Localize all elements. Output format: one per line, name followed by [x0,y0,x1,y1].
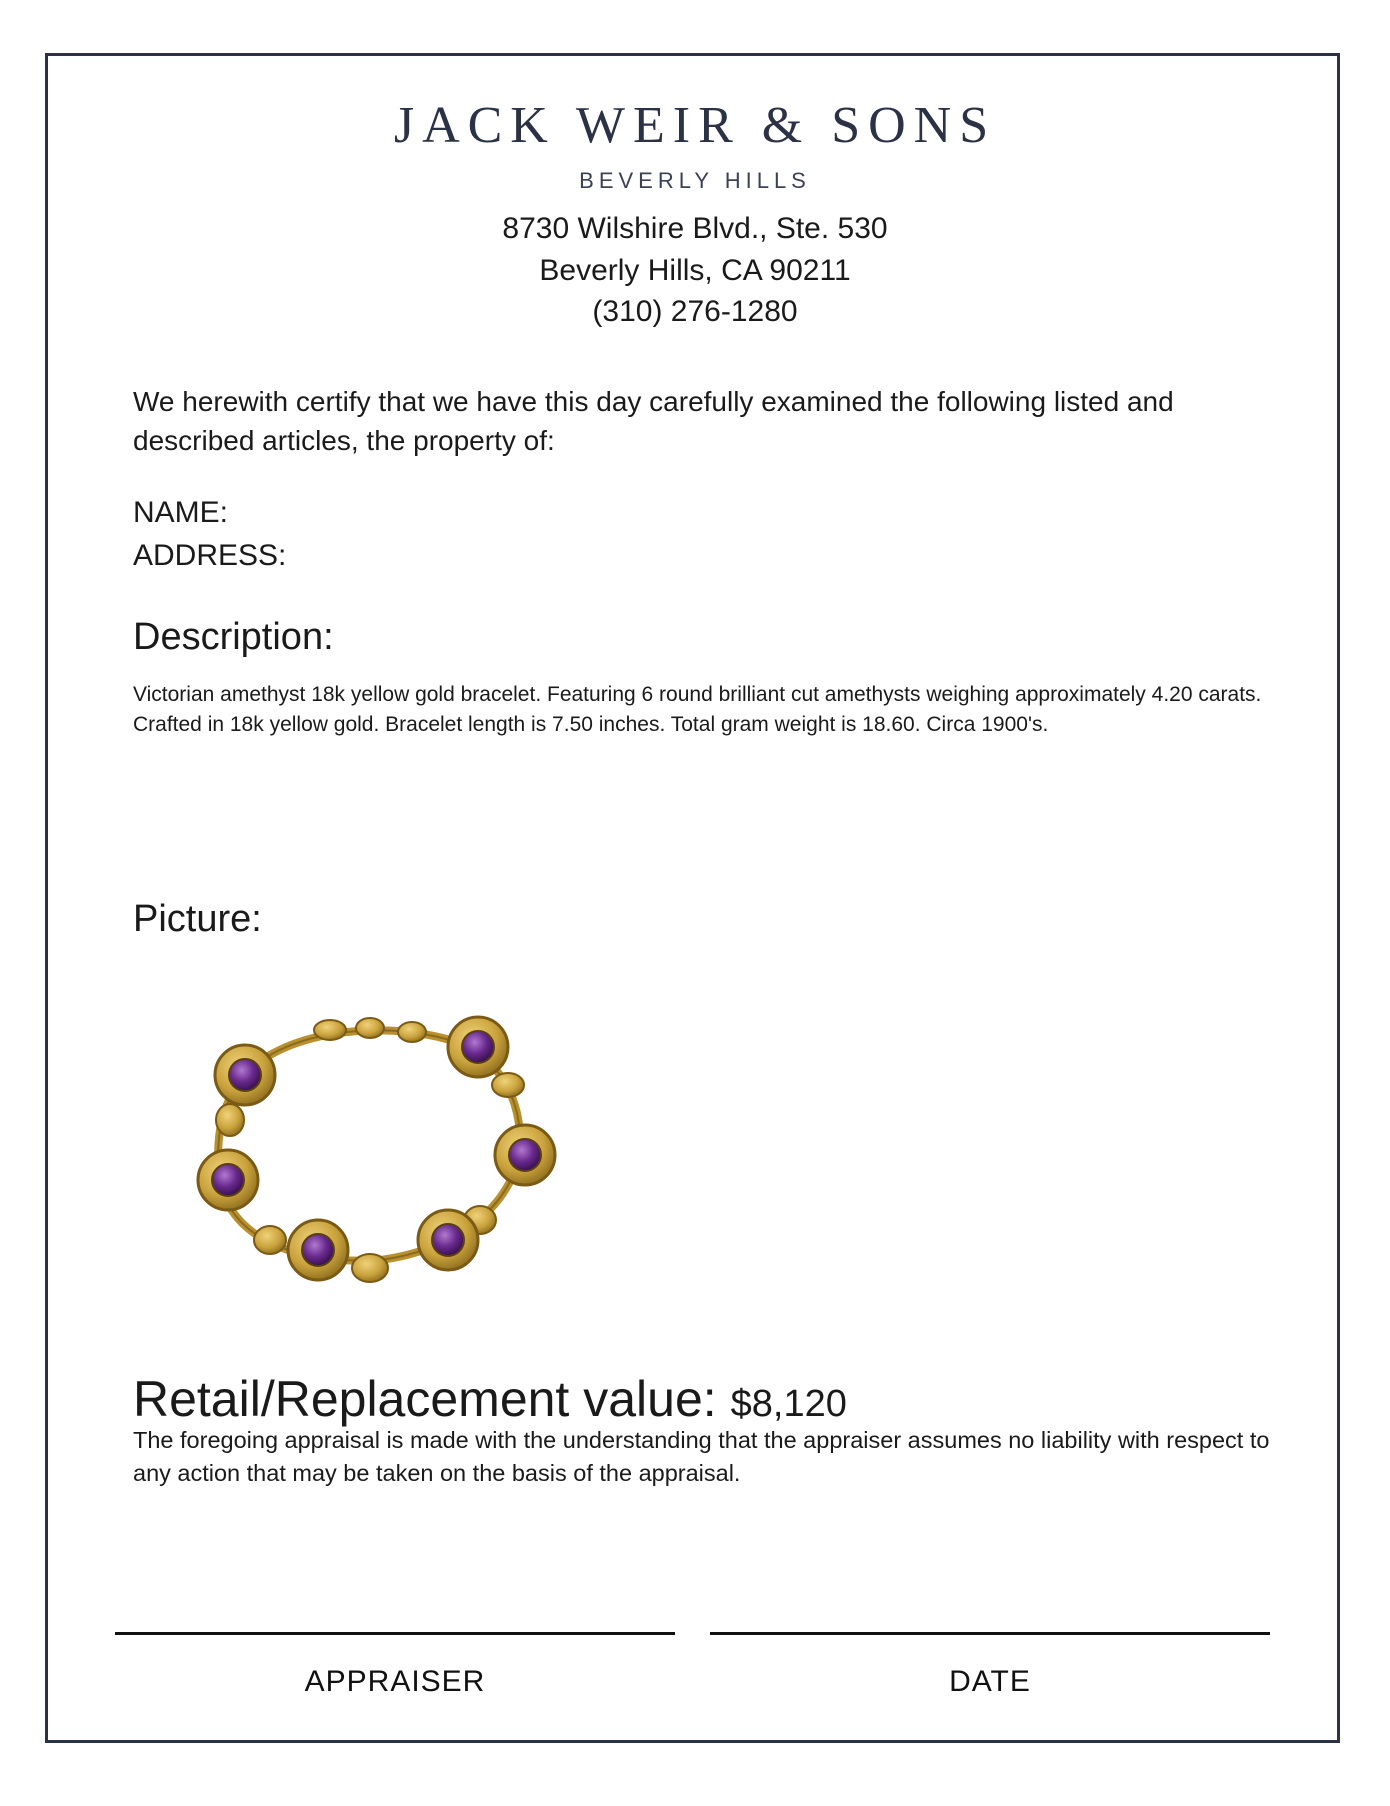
phone-number: (310) 276-1280 [592,295,798,328]
picture-heading: Picture: [133,898,262,940]
address-line-1: 8730 Wilshire Blvd., Ste. 530 [502,212,888,245]
address-line-2: Beverly Hills, CA 90211 [539,254,851,287]
bracelet-photo [190,1010,570,1310]
value-label: Retail/Replacement value: [133,1371,717,1427]
date-label: DATE [949,1665,1031,1698]
description-text: Victorian amethyst 18k yellow gold bracelet. Featuring 6 round brilliant cut amethysts weighing approximately 4.20 carats. Crafted in 18k yellow gold. Bracelet length is 7.50 inches. Total gram weight is 18.60. Circa 1900's. [133,683,1262,736]
brand-subtitle: BEVERLY HILLS [579,168,811,193]
value-amount: $8,120 [730,1383,847,1425]
address-label: ADDRESS: [133,539,287,572]
brand-logo-text: JACK WEIR & SONS [393,97,997,154]
name-label: NAME: [133,496,229,529]
date-signature-line [710,1632,1270,1635]
disclaimer-text: The foregoing appraisal is made with the understanding that the appraiser assumes no liability with respect to any action that may be taken on the basis of the appraisal. [133,1427,1270,1486]
value-row [133,1370,847,1428]
certification-statement: We herewith certify that we have this day carefully examined the following listed and described articles, the property of: [133,386,1174,456]
appraiser-label: APPRAISER [304,1665,486,1698]
appraiser-signature-line [115,1632,675,1635]
description-heading: Description: [133,616,334,658]
